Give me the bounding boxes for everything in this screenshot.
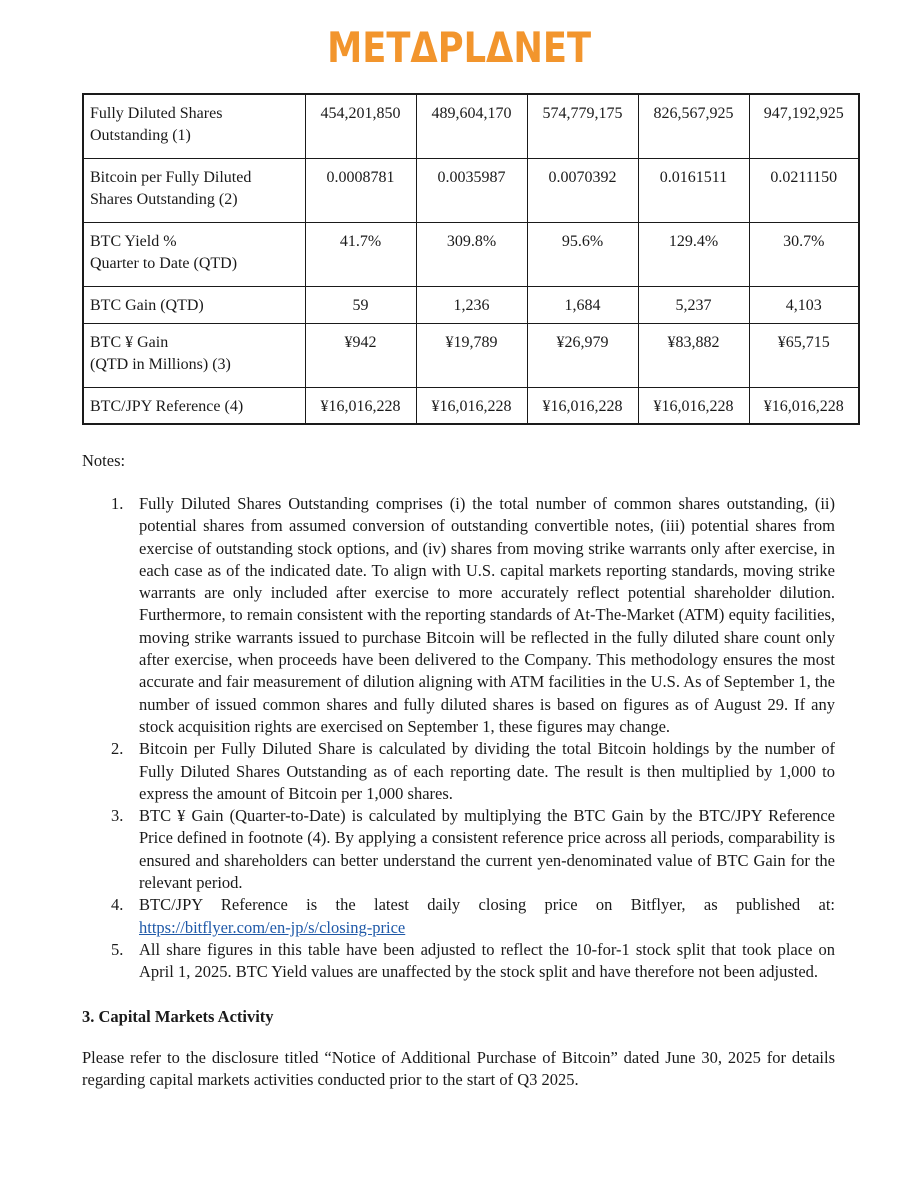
- table-row-btc-yield: [83, 222, 859, 286]
- btc-kpi-table: [82, 93, 860, 425]
- value-cell: 0.0070392: [527, 158, 638, 222]
- value-cell: 0.0008781: [305, 158, 416, 222]
- value-cell: 454,201,850: [305, 94, 416, 158]
- value-cell: ¥83,882: [638, 323, 749, 387]
- note-item-1: [82, 493, 835, 738]
- value-cell: 0.0035987: [416, 158, 527, 222]
- note-item-4: [82, 894, 835, 939]
- value-cell: ¥16,016,228: [527, 387, 638, 424]
- closing-paragraph: Please refer to the disclosure titled “Notice of Additional Purchase of Bitcoin” dated June 30, 2025 for details regarding capital markets activities conducted prior to the start of Q3 2025.: [82, 1047, 835, 1089]
- value-cell: ¥65,715: [749, 323, 859, 387]
- value-cell: 95.6%: [527, 222, 638, 286]
- note-number: 2.: [111, 739, 124, 759]
- note-item-5: [82, 939, 835, 984]
- note-text-line: BTC/JPY Reference is the latest daily closing price on Bitflyer, as published at:: [139, 895, 835, 915]
- section-heading-capital-markets: 3. Capital Markets Activity: [82, 1006, 274, 1026]
- note-text: All share figures in this table have been adjusted to reflect the 10-for-1 stock split that took place on April 1, 2025. BTC Yield values are unaffected by the stock split and have therefore not been adjusted.: [139, 939, 835, 982]
- row-label: Fully Diluted Shares Outstanding (1): [83, 94, 305, 158]
- metaplanet-logo: [0, 24, 918, 72]
- value-cell: 129.4%: [638, 222, 749, 286]
- value-cell: 0.0211150: [749, 158, 859, 222]
- value-cell: 4,103: [749, 286, 859, 323]
- note-text: Fully Diluted Shares Outstanding comprises (i) the total number of common shares outstanding, (ii) potential shares from assumed conversion of outstanding convertible notes, (iii) potential shares from exercise of outstanding stock options, and (iv) shares from moving strike warrants only after exercise, in each case as of the indicated date. To align with U.S. capital markets reporting standards, moving strike warrants are only included after exercise to more accurately reflect potential shareholder dilution. Furthermore, to remain consistent with the reporting standards of At-The-Market (ATM) equity facilities, moving strike warrants issued to purchase Bitcoin will be reflected in the fully diluted share count only after exercise, when proceeds have been delivered to the Company. This methodology ensures the most accurate and fair measurement of dilution aligning with ATM facilities in the U.S. As of September 1, the number of issued common shares and fully diluted shares is based on figures as of August 29. If any stock acquisition rights are exercised on September 1, these figures may change.: [139, 494, 835, 736]
- note-number: 4.: [111, 895, 124, 915]
- value-cell: ¥19,789: [416, 323, 527, 387]
- value-cell: 5,237: [638, 286, 749, 323]
- row-label: Bitcoin per Fully Diluted Shares Outstanding (2): [83, 158, 305, 222]
- value-cell: 30.7%: [749, 222, 859, 286]
- note-item-3: [82, 805, 835, 894]
- note-text: [139, 894, 835, 939]
- value-cell: 574,779,175: [527, 94, 638, 158]
- value-cell: 1,684: [527, 286, 638, 323]
- table-row-btc-per-share: [83, 158, 859, 222]
- value-cell: 309.8%: [416, 222, 527, 286]
- value-cell: 59: [305, 286, 416, 323]
- table-row-btc-yen-gain: [83, 323, 859, 387]
- value-cell: 947,192,925: [749, 94, 859, 158]
- value-cell: 0.0161511: [638, 158, 749, 222]
- note-number: 1.: [111, 494, 124, 513]
- row-label: BTC ¥ Gain (QTD in Millions) (3): [83, 323, 305, 387]
- note-item-2: [82, 738, 835, 805]
- row-label: BTC/JPY Reference (4): [83, 387, 305, 424]
- value-cell: ¥942: [305, 323, 416, 387]
- note-number: 3.: [111, 806, 124, 826]
- value-cell: 826,567,925: [638, 94, 749, 158]
- row-label: BTC Yield % Quarter to Date (QTD): [83, 222, 305, 286]
- note-number: 5.: [111, 939, 124, 959]
- notes-list: [82, 493, 835, 984]
- value-cell: 489,604,170: [416, 94, 527, 158]
- value-cell: 41.7%: [305, 222, 416, 286]
- metaplanet-logo-text: METΔPLΔNET: [327, 23, 591, 72]
- notes-heading: Notes:: [82, 451, 126, 470]
- bitflyer-closing-price-link[interactable]: https://bitflyer.com/en-jp/s/closing-price: [139, 917, 406, 937]
- table-row-fully-diluted-shares: [83, 94, 859, 158]
- note-text: BTC ¥ Gain (Quarter-to-Date) is calculated by multiplying the BTC Gain by the BTC/JPY Reference Price defined in footnote (4). By applying a consistent reference price across all periods, comparability is ensured and shareholders can better understand the current yen-denominated value of BTC Gain for the relevant period.: [139, 806, 835, 893]
- value-cell: ¥16,016,228: [305, 387, 416, 424]
- note-text: Bitcoin per Fully Diluted Share is calculated by dividing the total Bitcoin holdings by the number of Fully Diluted Shares Outstanding as of each reporting date. The result is then multiplied by 1,000 to express the amount of Bitcoin per 1,000 shares.: [139, 739, 835, 803]
- table-row-btc-gain: [83, 286, 859, 323]
- value-cell: ¥26,979: [527, 323, 638, 387]
- value-cell: 1,236: [416, 286, 527, 323]
- value-cell: ¥16,016,228: [416, 387, 527, 424]
- value-cell: ¥16,016,228: [749, 387, 859, 424]
- value-cell: ¥16,016,228: [638, 387, 749, 424]
- row-label: BTC Gain (QTD): [83, 286, 305, 323]
- page-content: [82, 93, 858, 1091]
- table-row-btc-jpy-reference: [83, 387, 859, 424]
